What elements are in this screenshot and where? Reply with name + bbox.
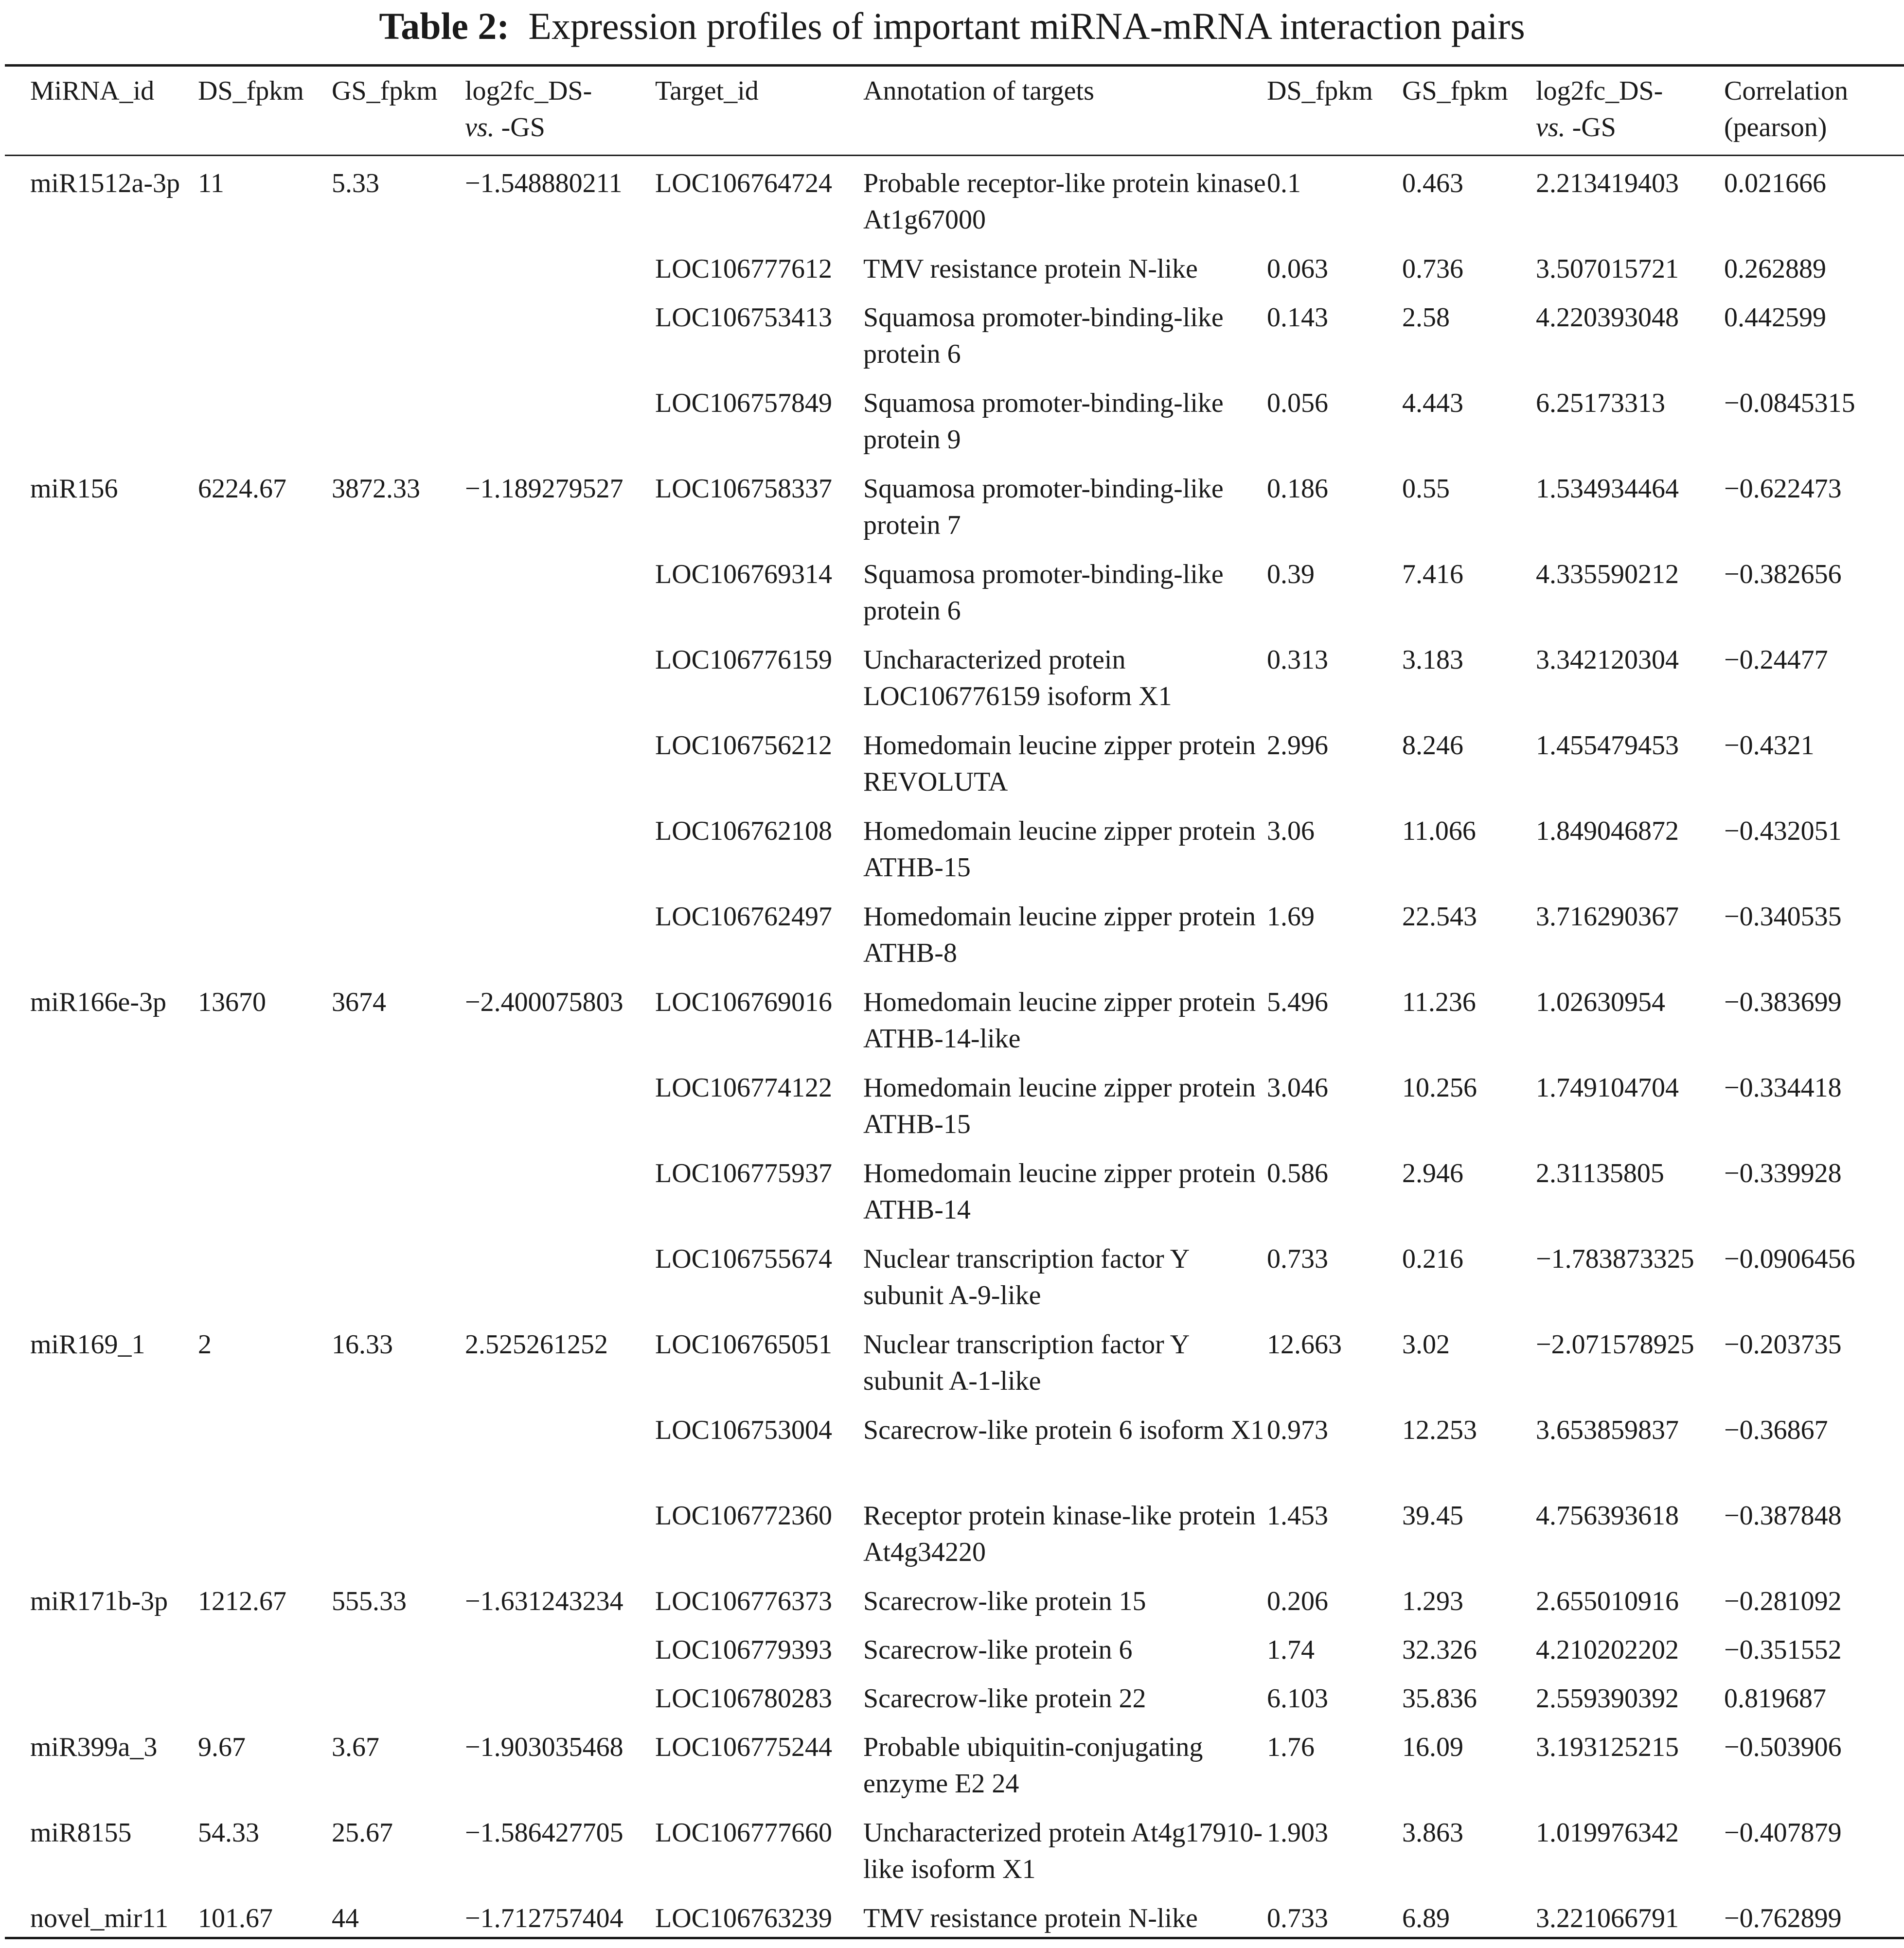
cell-target-gs: 7.416	[1402, 559, 1463, 589]
cell-ds: 101.67	[198, 1903, 273, 1933]
cell-correlation: −0.203735	[1724, 1329, 1842, 1360]
table-row	[0, 1632, 1904, 1681]
cell-mirna	[0, 251, 198, 300]
header-correlation-line1: Correlation	[1724, 76, 1849, 106]
cell-annotation: Squamosa promoter-binding-like protein 6	[863, 302, 1224, 369]
top-rule	[5, 64, 1904, 67]
cell-mirna	[0, 727, 198, 813]
cell-target: LOC106757849	[655, 388, 832, 418]
cell-mirna: miR8155	[30, 1818, 132, 1848]
cell-correlation: −0.281092	[1724, 1586, 1842, 1616]
cell-target-gs: 11.066	[1402, 816, 1476, 846]
cell-target-ds: 0.206	[1267, 1586, 1328, 1616]
cell-annotation: Receptor protein kinase-like protein At4g34220	[863, 1501, 1256, 1567]
cell-annotation: Uncharacterized protein LOC106776159 isoform X1	[863, 645, 1172, 711]
cell-mirna: novel_mir11	[30, 1903, 169, 1933]
cell-target-ds: 12.663	[1267, 1329, 1342, 1360]
cell-target: LOC106777612	[655, 254, 832, 284]
cell-target: LOC106756212	[655, 730, 832, 761]
cell-target-ds: 0.056	[1267, 388, 1328, 418]
cell-ds: 54.33	[198, 1818, 259, 1848]
cell-target-gs: 0.736	[1402, 254, 1463, 284]
cell-target-gs: 8.246	[1402, 730, 1463, 761]
cell-ds: 1212.67	[198, 1586, 286, 1616]
cell-ds	[198, 1070, 332, 1155]
cell-target-fc: 2.559390392	[1536, 1683, 1679, 1714]
table-row	[0, 1070, 1904, 1155]
cell-correlation: −0.387848	[1724, 1501, 1842, 1531]
cell-fc: −1.712757404	[465, 1903, 623, 1933]
cell-target-ds: 0.39	[1267, 559, 1315, 589]
cell-correlation: 0.819687	[1724, 1683, 1826, 1714]
cell-gs	[332, 1155, 465, 1241]
cell-gs	[332, 1070, 465, 1155]
cell-annotation: Homedomain leucine zipper protein ATHB-15	[863, 816, 1256, 883]
cell-target-ds: 0.143	[1267, 302, 1328, 333]
cell-gs	[332, 727, 465, 813]
cell-target-fc: 2.213419403	[1536, 168, 1679, 198]
cell-correlation: −0.36867	[1724, 1415, 1828, 1445]
cell-target-ds: 1.76	[1267, 1732, 1315, 1762]
cell-gs	[332, 251, 465, 300]
table-row	[0, 727, 1904, 813]
table-row	[0, 1815, 1904, 1900]
cell-ds	[198, 1498, 332, 1583]
cell-mirna	[0, 1070, 198, 1155]
cell-target-gs: 6.89	[1402, 1903, 1450, 1933]
table-row	[0, 1498, 1904, 1583]
header-row	[0, 73, 1904, 156]
cell-annotation: Scarecrow-like protein 22	[863, 1683, 1146, 1714]
cell-target: LOC106780283	[655, 1683, 832, 1714]
cell-mirna	[0, 1241, 198, 1327]
cell-gs	[332, 385, 465, 471]
cell-correlation: −0.0906456	[1724, 1244, 1855, 1274]
cell-target-ds: 5.496	[1267, 987, 1328, 1017]
cell-target: LOC106769016	[655, 987, 832, 1017]
cell-target-gs: 3.02	[1402, 1329, 1450, 1360]
cell-target-ds: 0.586	[1267, 1158, 1328, 1188]
cell-annotation: Scarecrow-like protein 6 isoform X1	[863, 1415, 1264, 1445]
table-label: Table 2:	[379, 5, 510, 47]
cell-correlation: 0.442599	[1724, 302, 1826, 333]
cell-gs: 555.33	[332, 1586, 407, 1616]
cell-target-fc: 3.507015721	[1536, 254, 1679, 284]
cell-correlation: 0.262889	[1724, 254, 1826, 284]
cell-target-ds: 1.69	[1267, 902, 1315, 932]
table-row	[0, 1583, 1904, 1632]
table-row	[0, 1155, 1904, 1241]
cell-gs	[332, 899, 465, 984]
cell-fc	[465, 899, 655, 984]
cell-correlation: −0.0845315	[1724, 388, 1855, 418]
cell-target-fc: 3.716290367	[1536, 902, 1679, 932]
cell-fc: −1.189279527	[465, 474, 623, 504]
cell-target: LOC106774122	[655, 1073, 832, 1103]
cell-annotation: Probable ubiquitin-conjugating enzyme E2 24	[863, 1732, 1203, 1799]
cell-target-fc: 1.849046872	[1536, 816, 1679, 846]
cell-target-ds: 0.973	[1267, 1415, 1328, 1445]
cell-mirna: miR1512a-3p	[30, 168, 180, 198]
cell-correlation: −0.24477	[1724, 645, 1828, 675]
cell-target-gs: 32.326	[1402, 1635, 1477, 1665]
table-row	[0, 642, 1904, 727]
table-row	[0, 556, 1904, 642]
cell-target-gs: 2.58	[1402, 302, 1450, 333]
cell-mirna	[0, 813, 198, 899]
cell-target-gs: 2.946	[1402, 1158, 1463, 1188]
cell-target: LOC106772360	[655, 1501, 832, 1531]
header-target-gs-fpkm: GS_fpkm	[1402, 76, 1508, 106]
cell-fc: −2.400075803	[465, 987, 623, 1017]
table-row	[0, 1412, 1904, 1498]
cell-gs	[332, 1632, 465, 1681]
cell-fc	[465, 813, 655, 899]
cell-target-gs: 35.836	[1402, 1683, 1477, 1714]
cell-ds	[198, 642, 332, 727]
cell-target-fc: 1.749104704	[1536, 1073, 1679, 1103]
table-row	[0, 251, 1904, 300]
cell-correlation: −0.382656	[1724, 559, 1842, 589]
cell-target: LOC106765051	[655, 1329, 832, 1360]
cell-target-gs: 0.463	[1402, 168, 1463, 198]
table-row	[0, 300, 1904, 385]
cell-correlation: −0.762899	[1724, 1903, 1842, 1933]
cell-target-fc: 4.210202202	[1536, 1635, 1679, 1665]
cell-fc	[465, 1681, 655, 1729]
cell-target-fc: 2.31135805	[1536, 1158, 1664, 1188]
cell-gs	[332, 642, 465, 727]
cell-target-fc: 1.455479453	[1536, 730, 1679, 761]
cell-fc	[465, 1070, 655, 1155]
table-caption	[0, 3, 1904, 50]
table-row	[0, 813, 1904, 899]
cell-fc	[465, 727, 655, 813]
cell-target-fc: −2.071578925	[1536, 1329, 1694, 1360]
cell-target: LOC106776159	[655, 645, 832, 675]
cell-mirna	[0, 1632, 198, 1681]
cell-gs	[332, 1412, 465, 1498]
cell-mirna	[0, 1412, 198, 1498]
cell-gs: 3674	[332, 987, 386, 1017]
cell-gs	[332, 300, 465, 385]
cell-target: LOC106755674	[655, 1244, 832, 1274]
cell-target: LOC106762108	[655, 816, 832, 846]
cell-fc: −1.548880211	[465, 168, 623, 198]
cell-gs: 3.67	[332, 1732, 379, 1762]
header-target-id: Target_id	[655, 76, 759, 106]
cell-mirna	[0, 556, 198, 642]
cell-fc: −1.631243234	[465, 1586, 623, 1616]
cell-mirna: miR169_1	[30, 1329, 145, 1360]
cell-ds: 6224.67	[198, 474, 286, 504]
cell-mirna: miR166e-3p	[30, 987, 166, 1017]
table-row	[0, 899, 1904, 984]
cell-target-gs: 12.253	[1402, 1415, 1477, 1445]
cell-gs: 16.33	[332, 1329, 393, 1360]
cell-annotation: Scarecrow-like protein 6	[863, 1635, 1133, 1665]
cell-fc	[465, 251, 655, 300]
cell-fc	[465, 300, 655, 385]
cell-correlation: −0.383699	[1724, 987, 1842, 1017]
cell-annotation: TMV resistance protein N-like	[863, 1903, 1198, 1933]
cell-ds	[198, 556, 332, 642]
cell-mirna: miR171b-3p	[30, 1586, 168, 1616]
cell-fc	[465, 1241, 655, 1327]
cell-ds: 2	[198, 1329, 212, 1360]
cell-correlation: −0.351552	[1724, 1635, 1842, 1665]
cell-target-gs: 4.443	[1402, 388, 1463, 418]
cell-target: LOC106775937	[655, 1158, 832, 1188]
cell-target-ds: 0.1	[1267, 168, 1301, 198]
cell-target-fc: 3.653859837	[1536, 1415, 1679, 1445]
expression-table	[0, 73, 1904, 1948]
cell-target: LOC106769314	[655, 559, 832, 589]
cell-mirna	[0, 642, 198, 727]
cell-ds	[198, 813, 332, 899]
cell-correlation: −0.339928	[1724, 1158, 1842, 1188]
cell-ds	[198, 727, 332, 813]
cell-mirna	[0, 1498, 198, 1583]
cell-correlation: −0.4321	[1724, 730, 1815, 761]
cell-target: LOC106758337	[655, 474, 832, 504]
cell-annotation: Nuclear transcription factor Y subunit A-1-like	[863, 1329, 1189, 1396]
cell-target: LOC106753413	[655, 302, 832, 333]
cell-target-ds: 3.046	[1267, 1073, 1328, 1103]
cell-annotation: Homedomain leucine zipper protein ATHB-14	[863, 1158, 1256, 1225]
header-target-log2fc-post: -GS	[1572, 112, 1616, 142]
cell-annotation: Squamosa promoter-binding-like protein 9	[863, 388, 1224, 455]
cell-mirna: miR156	[30, 474, 118, 504]
cell-correlation: −0.622473	[1724, 474, 1842, 504]
cell-target-fc: 1.534934464	[1536, 474, 1679, 504]
cell-annotation: Homedomain leucine zipper protein ATHB-8	[863, 902, 1256, 968]
table-row	[0, 1241, 1904, 1327]
cell-target-gs: 1.293	[1402, 1586, 1463, 1616]
cell-gs	[332, 556, 465, 642]
cell-target-ds: 0.733	[1267, 1244, 1328, 1274]
cell-target-gs: 0.216	[1402, 1244, 1463, 1274]
cell-target-ds: 0.063	[1267, 254, 1328, 284]
cell-annotation: Uncharacterized protein At4g17910-like isoform X1	[863, 1818, 1263, 1884]
cell-correlation: −0.340535	[1724, 902, 1842, 932]
cell-annotation: TMV resistance protein N-like	[863, 254, 1198, 284]
table-row	[0, 1681, 1904, 1729]
cell-target-fc: 4.220393048	[1536, 302, 1679, 333]
header-target-log2fc	[1536, 73, 1724, 156]
table-row	[0, 984, 1904, 1070]
cell-target-ds: 0.733	[1267, 1903, 1328, 1933]
cell-ds	[198, 1241, 332, 1327]
cell-annotation: Homedomain leucine zipper protein ATHB-14-like	[863, 987, 1256, 1054]
cell-target-gs: 22.543	[1402, 902, 1477, 932]
cell-gs	[332, 1241, 465, 1327]
cell-target-ds: 0.186	[1267, 474, 1328, 504]
cell-target-fc: 3.221066791	[1536, 1903, 1679, 1933]
cell-annotation: Squamosa promoter-binding-like protein 7	[863, 474, 1224, 540]
cell-ds	[198, 1681, 332, 1729]
cell-ds	[198, 300, 332, 385]
cell-target-fc: 2.655010916	[1536, 1586, 1679, 1616]
header-target-log2fc-pre: log2fc_DS-	[1536, 76, 1663, 106]
cell-mirna	[0, 385, 198, 471]
cell-annotation: Scarecrow-like protein 15	[863, 1586, 1146, 1616]
cell-mirna	[0, 1155, 198, 1241]
cell-target-ds: 1.903	[1267, 1818, 1328, 1848]
cell-target: LOC106779393	[655, 1635, 832, 1665]
cell-target: LOC106776373	[655, 1586, 832, 1616]
header-log2fc-pre: log2fc_DS-	[465, 76, 592, 106]
header-annotation: Annotation of targets	[863, 76, 1094, 106]
header-target-log2fc-vs: vs.	[1536, 112, 1566, 142]
cell-gs	[332, 1681, 465, 1729]
cell-target-gs: 16.09	[1402, 1732, 1463, 1762]
cell-target-gs: 39.45	[1402, 1501, 1463, 1531]
header-mirna-id: MiRNA_id	[30, 76, 155, 106]
cell-target-gs: 11.236	[1402, 987, 1476, 1017]
cell-gs: 3872.33	[332, 474, 420, 504]
cell-correlation: −0.503906	[1724, 1732, 1842, 1762]
header-target-ds-fpkm: DS_fpkm	[1267, 76, 1373, 106]
table-row	[0, 471, 1904, 556]
cell-target-ds: 3.06	[1267, 816, 1315, 846]
cell-correlation: −0.432051	[1724, 816, 1842, 846]
cell-fc: −1.586427705	[465, 1818, 623, 1848]
cell-ds	[198, 385, 332, 471]
cell-target-fc: 1.019976342	[1536, 1818, 1679, 1848]
cell-fc: −1.903035468	[465, 1732, 623, 1762]
cell-target-ds: 1.74	[1267, 1635, 1315, 1665]
cell-annotation: Probable receptor-like protein kinase At1g67000	[863, 168, 1266, 235]
cell-ds	[198, 899, 332, 984]
header-correlation-line2: (pearson)	[1724, 112, 1827, 142]
cell-target-fc: 4.756393618	[1536, 1501, 1679, 1531]
cell-ds: 13670	[198, 987, 266, 1017]
header-correlation	[1724, 73, 1904, 156]
cell-correlation: 0.021666	[1724, 168, 1826, 198]
table-row	[0, 385, 1904, 471]
cell-fc	[465, 1412, 655, 1498]
header-log2fc	[465, 73, 655, 156]
cell-correlation: −0.407879	[1724, 1818, 1842, 1848]
cell-mirna	[0, 1681, 198, 1729]
cell-fc	[465, 642, 655, 727]
cell-target-ds: 0.313	[1267, 645, 1328, 675]
cell-target-fc: −1.783873325	[1536, 1244, 1694, 1274]
header-log2fc-vs: vs.	[465, 112, 495, 142]
cell-ds	[198, 1412, 332, 1498]
cell-target-ds: 1.453	[1267, 1501, 1328, 1531]
cell-gs: 44	[332, 1903, 359, 1933]
cell-annotation: Homedomain leucine zipper protein ATHB-15	[863, 1073, 1256, 1139]
table-row	[0, 1729, 1904, 1815]
cell-target-ds: 6.103	[1267, 1683, 1328, 1714]
cell-mirna	[0, 300, 198, 385]
cell-target: LOC106753004	[655, 1415, 832, 1445]
table-title: Expression profiles of important miRNA-mRNA interaction pairs	[528, 5, 1525, 47]
table-row	[0, 1900, 1904, 1948]
cell-gs: 5.33	[332, 168, 379, 198]
cell-fc: 2.525261252	[465, 1329, 608, 1360]
cell-ds: 9.67	[198, 1732, 246, 1762]
cell-target-gs: 3.863	[1402, 1818, 1463, 1848]
cell-target-fc: 6.25173313	[1536, 388, 1665, 418]
cell-ds	[198, 251, 332, 300]
cell-mirna	[0, 899, 198, 984]
cell-gs	[332, 813, 465, 899]
cell-target: LOC106764724	[655, 168, 832, 198]
cell-gs: 25.67	[332, 1818, 393, 1848]
cell-target-gs: 10.256	[1402, 1073, 1477, 1103]
table-row	[0, 156, 1904, 251]
cell-target: LOC106777660	[655, 1818, 832, 1848]
cell-mirna: miR399a_3	[30, 1732, 158, 1762]
cell-correlation: −0.334418	[1724, 1073, 1842, 1103]
cell-annotation: Squamosa promoter-binding-like protein 6	[863, 559, 1224, 626]
cell-target-gs: 3.183	[1402, 645, 1463, 675]
cell-fc	[465, 385, 655, 471]
cell-target: LOC106775244	[655, 1732, 832, 1762]
header-log2fc-post: -GS	[501, 112, 545, 142]
cell-ds	[198, 1155, 332, 1241]
cell-annotation: Nuclear transcription factor Y subunit A-9-like	[863, 1244, 1189, 1310]
cell-gs	[332, 1498, 465, 1583]
cell-fc	[465, 1632, 655, 1681]
cell-fc	[465, 1498, 655, 1583]
cell-fc	[465, 1155, 655, 1241]
cell-target-fc: 3.342120304	[1536, 645, 1679, 675]
header-gs-fpkm: GS_fpkm	[332, 76, 438, 106]
cell-annotation: Homedomain leucine zipper protein REVOLUTA	[863, 730, 1256, 797]
header-ds-fpkm: DS_fpkm	[198, 76, 304, 106]
cell-target-gs: 0.55	[1402, 474, 1450, 504]
cell-target-ds: 2.996	[1267, 730, 1328, 761]
cell-target-fc: 1.02630954	[1536, 987, 1665, 1017]
cell-ds	[198, 1632, 332, 1681]
cell-fc	[465, 556, 655, 642]
cell-target: LOC106762497	[655, 902, 832, 932]
table-row	[0, 1327, 1904, 1412]
cell-target-fc: 4.335590212	[1536, 559, 1679, 589]
cell-target: LOC106763239	[655, 1903, 832, 1933]
cell-ds: 11	[198, 168, 224, 198]
cell-target-fc: 3.193125215	[1536, 1732, 1679, 1762]
